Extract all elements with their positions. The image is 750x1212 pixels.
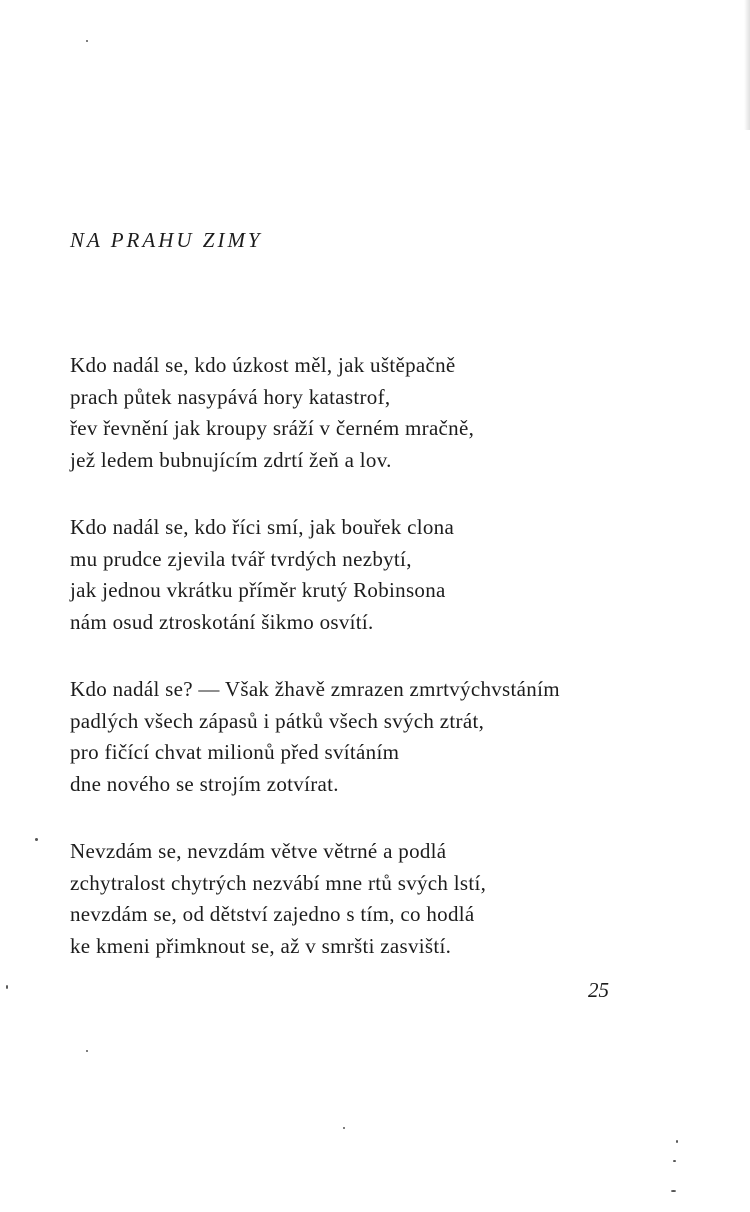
poem-line: Kdo nadál se, kdo říci smí, jak bouřek clona xyxy=(70,515,455,539)
stanza-4 xyxy=(70,836,710,962)
poem-line: Kdo nadál se, kdo úzkost měl, jak uštěpačně xyxy=(70,353,456,377)
poem-line: padlých všech zápasů i pátků všech svých ztrát, xyxy=(70,708,485,733)
poem-line: nám osud ztroskotání šikmo osvítí. xyxy=(70,609,374,634)
poem-line: nevzdám se, od dětství zajedno s tím, co hodlá xyxy=(70,902,475,926)
paper-speck xyxy=(671,1190,676,1192)
page-number: 25 xyxy=(588,978,609,1002)
stanza-2 xyxy=(70,512,710,638)
paper-speck xyxy=(86,40,88,42)
poem-line: pro fičící chvat milionů před svítáním xyxy=(70,740,400,764)
poem-line: dne nového se strojím zotvírat. xyxy=(70,771,339,796)
paper-speck xyxy=(35,838,38,841)
paper-speck xyxy=(86,1050,88,1052)
poem-title: NA PRAHU ZIMY xyxy=(70,228,263,252)
stanza-1 xyxy=(70,350,710,476)
poem-body xyxy=(70,350,710,998)
paper-speck xyxy=(673,1160,676,1162)
poem-line: zchytralost chytrých nezvábí mne rtů svých lstí, xyxy=(70,870,487,895)
poem-line: ke kmeni přimknout se, až v smršti zasviští. xyxy=(70,933,452,958)
paper-speck xyxy=(676,1140,678,1143)
poem-line: prach půtek nasypává hory katastrof, xyxy=(70,384,391,409)
paper-speck xyxy=(6,985,8,989)
poem-line: mu prudce zjevila tvář tvrdých nezbytí, xyxy=(70,546,412,571)
poem-line: jež ledem bubnujícím zdrtí žeň a lov. xyxy=(70,447,392,472)
poem-line: řev řevnění jak kroupy sráží v černém mračně, xyxy=(70,416,475,440)
poem-line: jak jednou vkrátku příměr krutý Robinsona xyxy=(70,578,446,602)
poem-line: Kdo nadál se? — Však žhavě zmrazen zmrtvýchvstáním xyxy=(70,677,560,701)
poem-line: Nevzdám se, nevzdám větve větrné a podlá xyxy=(70,839,447,863)
stanza-3 xyxy=(70,674,710,800)
paper-speck xyxy=(343,1127,345,1129)
page-edge-shadow xyxy=(744,0,750,130)
